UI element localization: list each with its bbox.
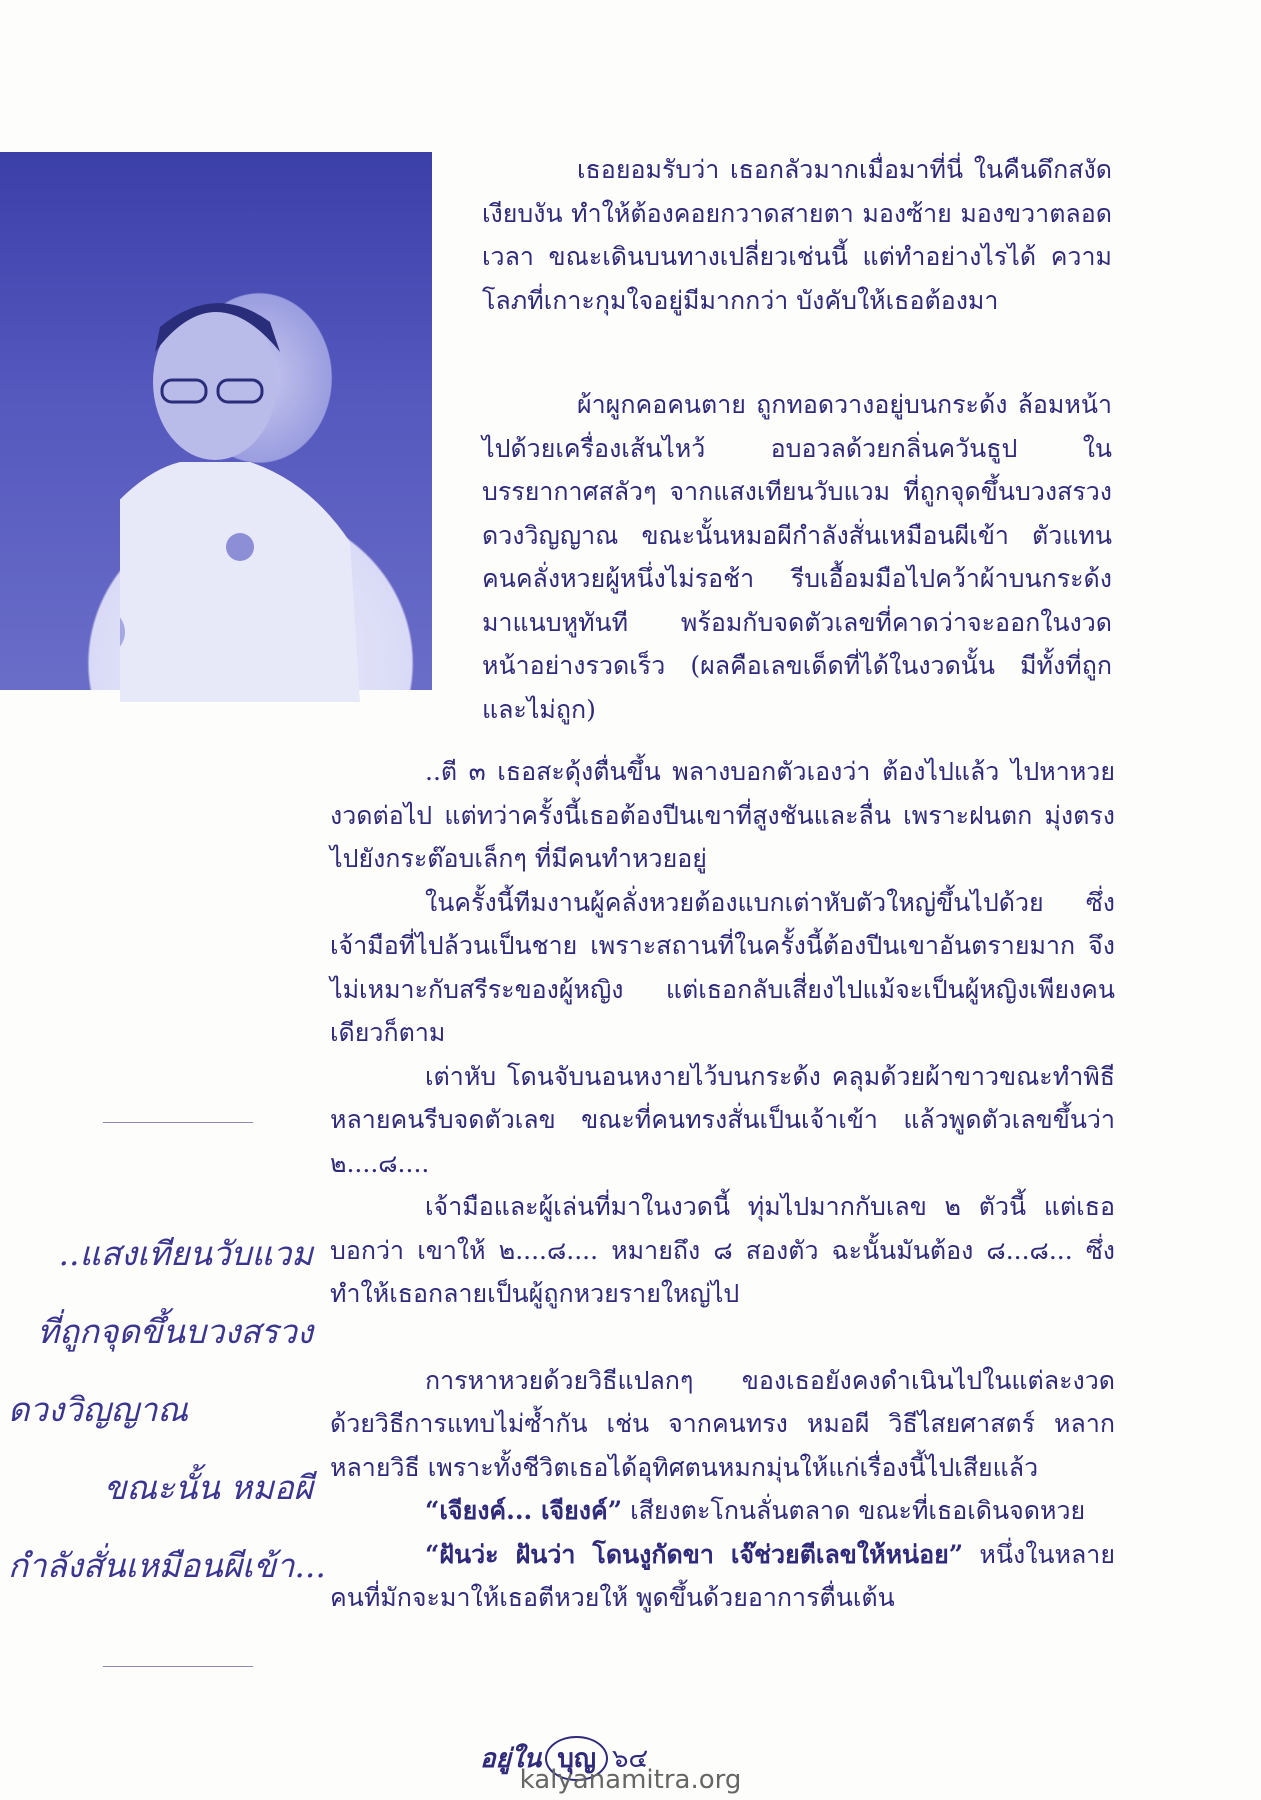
pull-quote-line: ที่ถูกจุดขึ้นบวงสรวง: [37, 1312, 313, 1351]
pull-quote-line: กำลังสั่นเหมือนผีเข้า...: [8, 1546, 326, 1585]
quote-rest: เสียงตะโกนลั่นตลาด ขณะที่เธอเดินจดหวย: [622, 1496, 1086, 1525]
quote-bold: “ฝันว่ะ ฝันว่า โดนงูกัดขา เจ๊ช่วยตีเลขให้หน่อย”: [425, 1539, 964, 1569]
main-body: [330, 750, 1115, 1620]
paragraph: เต่าหับ โดนจับนอนหงายไว้บนกระด้ง คลุมด้วยผ้าขาวขณะทำพิธี หลายคนรีบจดตัวเลข ขณะที่คนทรงสั่นเป็นเจ้าเข้า แล้วพูดตัวเลขขึ้นว่า ๒....๘....: [330, 1061, 1115, 1178]
paragraph: การหาหวยด้วยวิธีแปลกๆ ของเธอยังคงดำเนินไปในแต่ละงวด ด้วยวิธีการแทบไม่ซ้ำกัน เช่น จากคนทรง หมอผี วิธีไสยศาสตร์ หลากหลายวิธี เพราะทั้งชีวิตเธอได้อุทิศตนหมกมุ่นให้แก่เรื่องนี้ไปเสียแล้ว: [330, 1365, 1115, 1482]
ritual-paragraph: [482, 383, 1112, 731]
pull-quote-line: ..แสงเทียนวับแวม: [58, 1234, 313, 1273]
divider-bottom: [103, 1666, 253, 1667]
intro-paragraph: [482, 148, 1112, 322]
quote-bold: “เจียงค์... เจียงค์”: [425, 1496, 623, 1525]
quote-paragraph: [330, 1533, 1115, 1620]
portrait-photo: [0, 152, 432, 690]
pull-quote-line: ดวงวิญญาณ: [8, 1390, 188, 1429]
footer-logo-badge: บุญ: [545, 1736, 608, 1781]
pull-quote: [8, 1215, 326, 1605]
divider-top: [103, 1122, 253, 1123]
paragraph: เธอยอมรับว่า เธอกลัวมากเมื่อมาที่นี่ ในคืนดึกสงัด เงียบงัน ทำให้ต้องคอยกวาดสายตา มองซ้าย มองขวาตลอดเวลา ขณะเดินบนทางเปลี่ยวเช่นนี้ แต่ทำอย่างไรได้ ความโลภที่เกาะกุมใจอยู่มีมากกว่า บังคับให้เธอต้องมา: [482, 155, 1112, 315]
woman-figure-image: [120, 282, 370, 702]
paragraph: ผ้าผูกคอคนตาย ถูกทอดวางอยู่บนกระด้ง ล้อมหน้าไปด้วยเครื่องเส้นไหว้ อบอวลด้วยกลิ่นควันธูป ในบรรยากาศสลัวๆ จากแสงเทียนวับแวม ที่ถูกจุดขึ้นบวงสรวงดวงวิญญาณ ขณะนั้นหมอผีกำลังสั่นเหมือนผีเข้า ตัวแทนคนคลั่งหวยผู้หนึ่งไม่รอช้า รีบเอื้อมมือไปคว้าผ้าบนกระด้งมาแนบหูทันที พร้อมกับจดตัวเลขที่คาดว่าจะออกในงวดหน้าอย่างรวดเร็ว (ผลคือเลขเด็ดที่ได้ในงวดนั้น มีทั้งที่ถูก และไม่ถูก): [482, 390, 1112, 724]
pull-quote-line: ขณะนั้น หมอผี: [103, 1468, 313, 1507]
paragraph: เจ้ามือและผู้เล่นที่มาในงวดนี้ ทุ่มไปมากกับเลข ๒ ตัวนี้ แต่เธอบอกว่า เขาให้ ๒....๘.... หมายถึง ๘ สองตัว ฉะนั้นมันต้อง ๘...๘... ซึ่งทำให้เธอกลายเป็นผู้ถูกหวยรายใหญ่ไป: [330, 1192, 1115, 1308]
footer-prefix: อยู่ใน: [480, 1743, 542, 1774]
paragraph: ในครั้งนี้ทีมงานผู้คลั่งหวยต้องแบกเต่าหับตัวใหญ่ขึ้นไปด้วย ซึ่งเจ้ามือที่ไปล้วนเป็นชาย เพราะสถานที่ในครั้งนี้ต้องปีนเขาอันตรายมาก จึงไม่เหมาะกับสรีระของผู้หญิง แต่เธอกลับเสี่ยงไปแม้จะเป็นผู้หญิงเพียงคนเดียวก็ตาม: [330, 887, 1115, 1047]
site-watermark: kalyanamitra.org: [519, 1765, 742, 1795]
quote-paragraph: [330, 1489, 1115, 1533]
quote-rest: หนึ่งในหลายคนที่มักจะมาให้เธอตีหวยให้ พูดขึ้นด้วยอาการตื่นเต้น: [330, 1539, 1115, 1612]
page-number: ๖๔: [612, 1743, 649, 1774]
paragraph: ..ตี ๓ เธอสะดุ้งตื่นขึ้น พลางบอกตัวเองว่า ต้องไปแล้ว ไปหาหวยงวดต่อไป แต่ทว่าครั้งนี้เธอต้องปีนเขาที่สูงชันและลื่น เพราะฝนตก มุ่งตรงไปยังกระต๊อบเล็กๆ ที่มีคนทำหวยอยู่: [330, 757, 1115, 873]
